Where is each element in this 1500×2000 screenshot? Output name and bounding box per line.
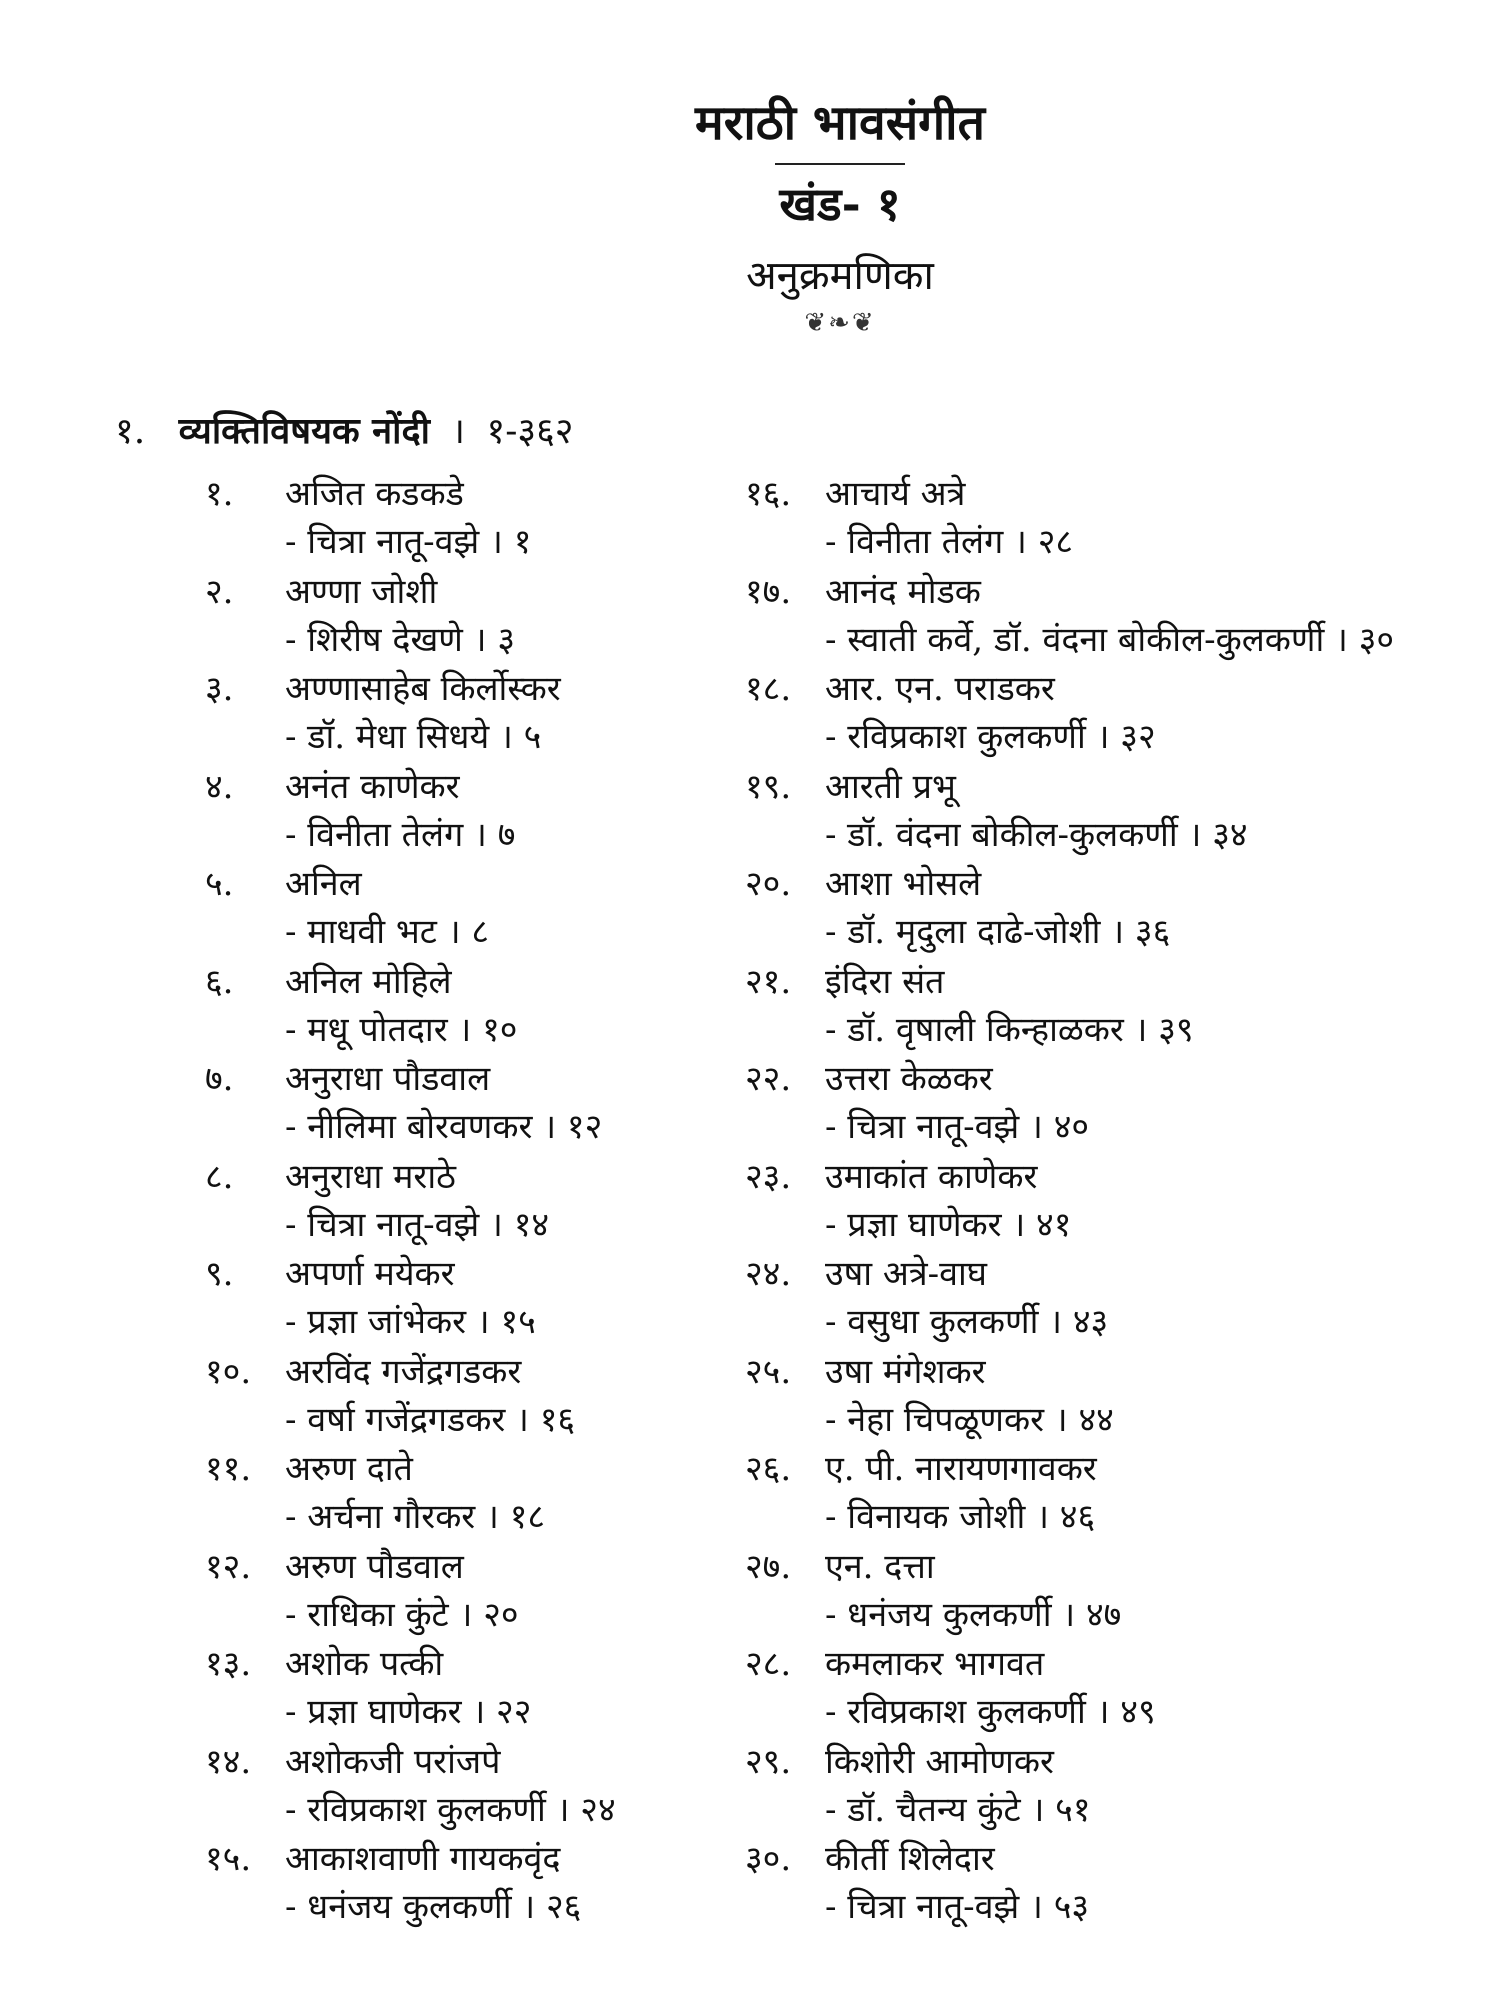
contents-entry: [205, 1055, 765, 1153]
section-page-range: १-३६२: [486, 411, 574, 452]
entry-title-line: [745, 958, 1465, 1006]
entry-name: अनिल: [285, 864, 362, 904]
entry-title-line: [205, 1055, 765, 1103]
entry-author-page: - चित्रा नातू-वझे । ५३: [825, 1887, 1090, 1927]
entry-title-line: [205, 763, 765, 811]
contents-column-right: [745, 470, 1465, 1933]
entry-title-line: [745, 1250, 1465, 1298]
entry-name: अनंत काणेकर: [285, 766, 460, 807]
contents-heading: अनुक्रमणिका: [746, 252, 934, 299]
entry-title-line: [745, 1348, 1465, 1396]
entry-number: ८.: [205, 1156, 234, 1197]
entry-title-line: [745, 1640, 1465, 1688]
entry-name: उषा मंगेशकर: [825, 1351, 986, 1392]
contents-entry: [745, 1250, 1465, 1348]
entry-number: ११.: [205, 1449, 252, 1489]
entry-title-line: [205, 1445, 765, 1493]
contents-entry: [745, 1445, 1465, 1543]
entry-number: ७.: [205, 1059, 234, 1099]
entry-author-page: - डॉ. वंदना बोकील-कुलकर्णी । ३४: [825, 814, 1248, 855]
entry-title-line: [205, 1250, 765, 1298]
entry-number: ३.: [205, 669, 234, 709]
contents-entry: [745, 1543, 1465, 1641]
entry-name: आनंद मोडक: [825, 571, 981, 612]
entry-title-line: [745, 665, 1465, 713]
entry-author-page: - डॉ. वृषाली किन्हाळकर । ३९: [825, 1009, 1194, 1050]
entry-title-line: [745, 1738, 1465, 1786]
entry-title-line: [205, 568, 765, 616]
entry-number: २५.: [745, 1351, 792, 1392]
entry-author-page: - शिरीष देखणे । ३: [285, 619, 516, 660]
entry-title-line: [745, 1835, 1465, 1883]
entry-number: २.: [205, 571, 234, 612]
section-separator: ।: [451, 411, 466, 452]
entry-name: अशोकजी परांजपे: [285, 1741, 501, 1782]
entry-name: अजित कडकडे: [285, 474, 464, 514]
entry-author-page: - विनायक जोशी । ४६: [825, 1497, 1096, 1537]
entry-number: २६.: [745, 1449, 792, 1489]
entry-title-line: [745, 568, 1465, 616]
entry-name: आचार्य अत्रे: [825, 474, 966, 514]
contents-entry: [745, 1348, 1465, 1446]
entry-author-page: - स्वाती कर्वे, डॉ. वंदना बोकील-कुलकर्णी । ३०: [825, 619, 1395, 660]
entry-title-line: [205, 958, 765, 1006]
entry-name: उषा अत्रे-वाघ: [825, 1254, 987, 1294]
entry-number: १६.: [745, 474, 792, 514]
entry-title-line: [745, 1543, 1465, 1591]
entry-number: ६.: [205, 961, 234, 1002]
contents-entry: [745, 470, 1465, 568]
entry-author-page: - धनंजय कुलकर्णी । ४७: [825, 1594, 1122, 1635]
contents-entry: [745, 1640, 1465, 1738]
entry-title-line: [745, 860, 1465, 908]
contents-entry: [205, 665, 765, 763]
entry-author-page: - वसुधा कुलकर्णी । ४३: [825, 1302, 1109, 1342]
entry-number: १२.: [205, 1546, 252, 1587]
entry-number: ३०.: [745, 1839, 792, 1879]
entry-author-page: - विनीता तेलंग । ७: [285, 814, 516, 855]
entry-name: अनुराधा पौडवाल: [285, 1059, 491, 1099]
contents-entry: [745, 1738, 1465, 1836]
contents-entry: [745, 763, 1465, 861]
contents-entry: [205, 1543, 765, 1641]
title-underline: [775, 163, 905, 165]
entry-name: अनिल मोहिले: [285, 961, 452, 1002]
entry-name: अपर्णा मयेकर: [285, 1254, 455, 1294]
entry-title-line: [745, 1445, 1465, 1493]
entry-name: आर. एन. पराडकर: [825, 669, 1055, 709]
entry-number: ५.: [205, 864, 234, 904]
entry-name: आशा भोसले: [825, 864, 982, 904]
contents-entry: [745, 958, 1465, 1056]
entry-number: १८.: [745, 669, 792, 709]
entry-title-line: [205, 1835, 765, 1883]
entry-name: कमलाकर भागवत: [825, 1644, 1045, 1684]
entry-name: अण्णा जोशी: [285, 571, 438, 612]
entry-number: २२.: [745, 1059, 792, 1099]
contents-entry: [205, 763, 765, 861]
entry-number: १७.: [745, 571, 792, 612]
entry-name: ए. पी. नारायणगावकर: [825, 1449, 1097, 1489]
entry-author-page: - राधिका कुंटे । २०: [285, 1594, 519, 1635]
section-title: व्यक्तिविषयक नोंदी: [178, 410, 430, 452]
entry-number: १९.: [745, 766, 792, 807]
entry-author-page: - डॉ. मृदुला दाढे-जोशी । ३६: [825, 912, 1171, 952]
entry-author-page: - माधवी भट । ८: [285, 912, 490, 952]
book-title: मराठी भावसंगीत: [695, 95, 985, 151]
entry-title-line: [745, 1153, 1465, 1201]
entry-name: अण्णासाहेब किर्लोस्कर: [285, 669, 561, 709]
entry-number: ४.: [205, 766, 234, 807]
entry-number: २४.: [745, 1254, 792, 1294]
entry-title-line: [205, 1348, 765, 1396]
entry-author-page: - प्रज्ञा जांभेकर । १५: [285, 1302, 536, 1342]
entry-author-page: - वर्षा गजेंद्रगडकर । १६: [285, 1399, 576, 1440]
entry-number: २८.: [745, 1644, 792, 1684]
contents-entry: [205, 470, 765, 568]
entry-number: २३.: [745, 1156, 792, 1197]
volume-label: खंड- १: [779, 176, 901, 231]
entry-title-line: [205, 1640, 765, 1688]
entry-title-line: [745, 763, 1465, 811]
contents-entry: [745, 860, 1465, 958]
entry-name: उमाकांत काणेकर: [825, 1156, 1038, 1197]
contents-entry: [745, 1835, 1465, 1933]
contents-entry: [205, 1640, 765, 1738]
entry-number: १४.: [205, 1741, 252, 1782]
entry-author-page: - रविप्रकाश कुलकर्णी । ४९: [825, 1692, 1156, 1732]
entry-number: २७.: [745, 1546, 792, 1587]
entry-title-line: [205, 860, 765, 908]
entry-number: २१.: [745, 961, 792, 1002]
entry-name: अरुण पौडवाल: [285, 1546, 464, 1587]
entry-name: इंदिरा संत: [825, 961, 945, 1002]
contents-entry: [205, 1835, 765, 1933]
entry-author-page: - डॉ. चैतन्य कुंटे । ५१: [825, 1789, 1091, 1830]
entry-number: ९.: [205, 1254, 234, 1294]
entry-title-line: [205, 470, 765, 518]
entry-number: २९.: [745, 1741, 792, 1782]
contents-entry: [205, 1445, 765, 1543]
contents-entry: [205, 1348, 765, 1446]
contents-entry: [205, 860, 765, 958]
entry-name: अशोक पत्की: [285, 1644, 444, 1684]
contents-entry: [745, 1055, 1465, 1153]
entry-author-page: - चित्रा नातू-वझे । १४: [285, 1204, 550, 1245]
entry-author-page: - विनीता तेलंग । २८: [825, 522, 1074, 562]
section-heading: [115, 405, 574, 454]
entry-title-line: [205, 1153, 765, 1201]
contents-entry: [205, 1153, 765, 1251]
entry-title-line: [745, 470, 1465, 518]
contents-entry: [745, 665, 1465, 763]
entry-name: अनुराधा मराठे: [285, 1156, 456, 1197]
entry-author-page: - धनंजय कुलकर्णी । २६: [285, 1887, 582, 1927]
entry-name: आकाशवाणी गायकवृंद: [285, 1839, 561, 1879]
entry-name: किशोरी आमोणकर: [825, 1741, 1054, 1782]
entry-title-line: [205, 1738, 765, 1786]
entry-author-page: - डॉ. मेधा सिधये । ५: [285, 717, 542, 757]
contents-entry: [205, 958, 765, 1056]
contents-entry: [205, 1738, 765, 1836]
contents-column-left: [205, 470, 765, 1933]
entry-author-page: - नीलिमा बोरवणकर । १२: [285, 1107, 603, 1147]
entry-name: अरविंद गजेंद्रगडकर: [285, 1351, 522, 1392]
entry-author-page: - रविप्रकाश कुलकर्णी । ३२: [825, 717, 1156, 757]
entry-name: कीर्ती शिलेदार: [825, 1839, 995, 1879]
entry-number: १३.: [205, 1644, 252, 1684]
section-number: १.: [115, 411, 146, 452]
entry-name: आरती प्रभू: [825, 766, 956, 807]
entry-author-page: - रविप्रकाश कुलकर्णी । २४: [285, 1789, 616, 1830]
entry-number: १.: [205, 474, 234, 514]
ornament-icon: ❦❧❦: [804, 307, 876, 338]
contents-entry: [205, 1250, 765, 1348]
entry-author-page: - प्रज्ञा घाणेकर । २२: [285, 1692, 532, 1732]
entry-name: एन. दत्ता: [825, 1546, 935, 1587]
page-header: [560, 95, 1120, 338]
entry-name: अरुण दाते: [285, 1449, 413, 1489]
contents-entry: [205, 568, 765, 666]
entry-author-page: - मधू पोतदार । १०: [285, 1009, 518, 1050]
contents-entry: [745, 568, 1465, 666]
entry-name: उत्तरा केळकर: [825, 1059, 993, 1099]
entry-author-page: - अर्चना गौरकर । १८: [285, 1497, 546, 1537]
entry-title-line: [205, 1543, 765, 1591]
entry-number: २०.: [745, 864, 792, 904]
entry-number: १०.: [205, 1351, 252, 1392]
entry-author-page: - प्रज्ञा घाणेकर । ४१: [825, 1204, 1072, 1245]
entry-number: १५.: [205, 1839, 252, 1879]
entry-title-line: [745, 1055, 1465, 1103]
entry-author-page: - चित्रा नातू-वझे । १: [285, 522, 532, 562]
entry-title-line: [205, 665, 765, 713]
entry-author-page: - नेहा चिपळूणकर । ४४: [825, 1399, 1114, 1440]
contents-entry: [745, 1153, 1465, 1251]
entry-author-page: - चित्रा नातू-वझे । ४०: [825, 1107, 1090, 1147]
